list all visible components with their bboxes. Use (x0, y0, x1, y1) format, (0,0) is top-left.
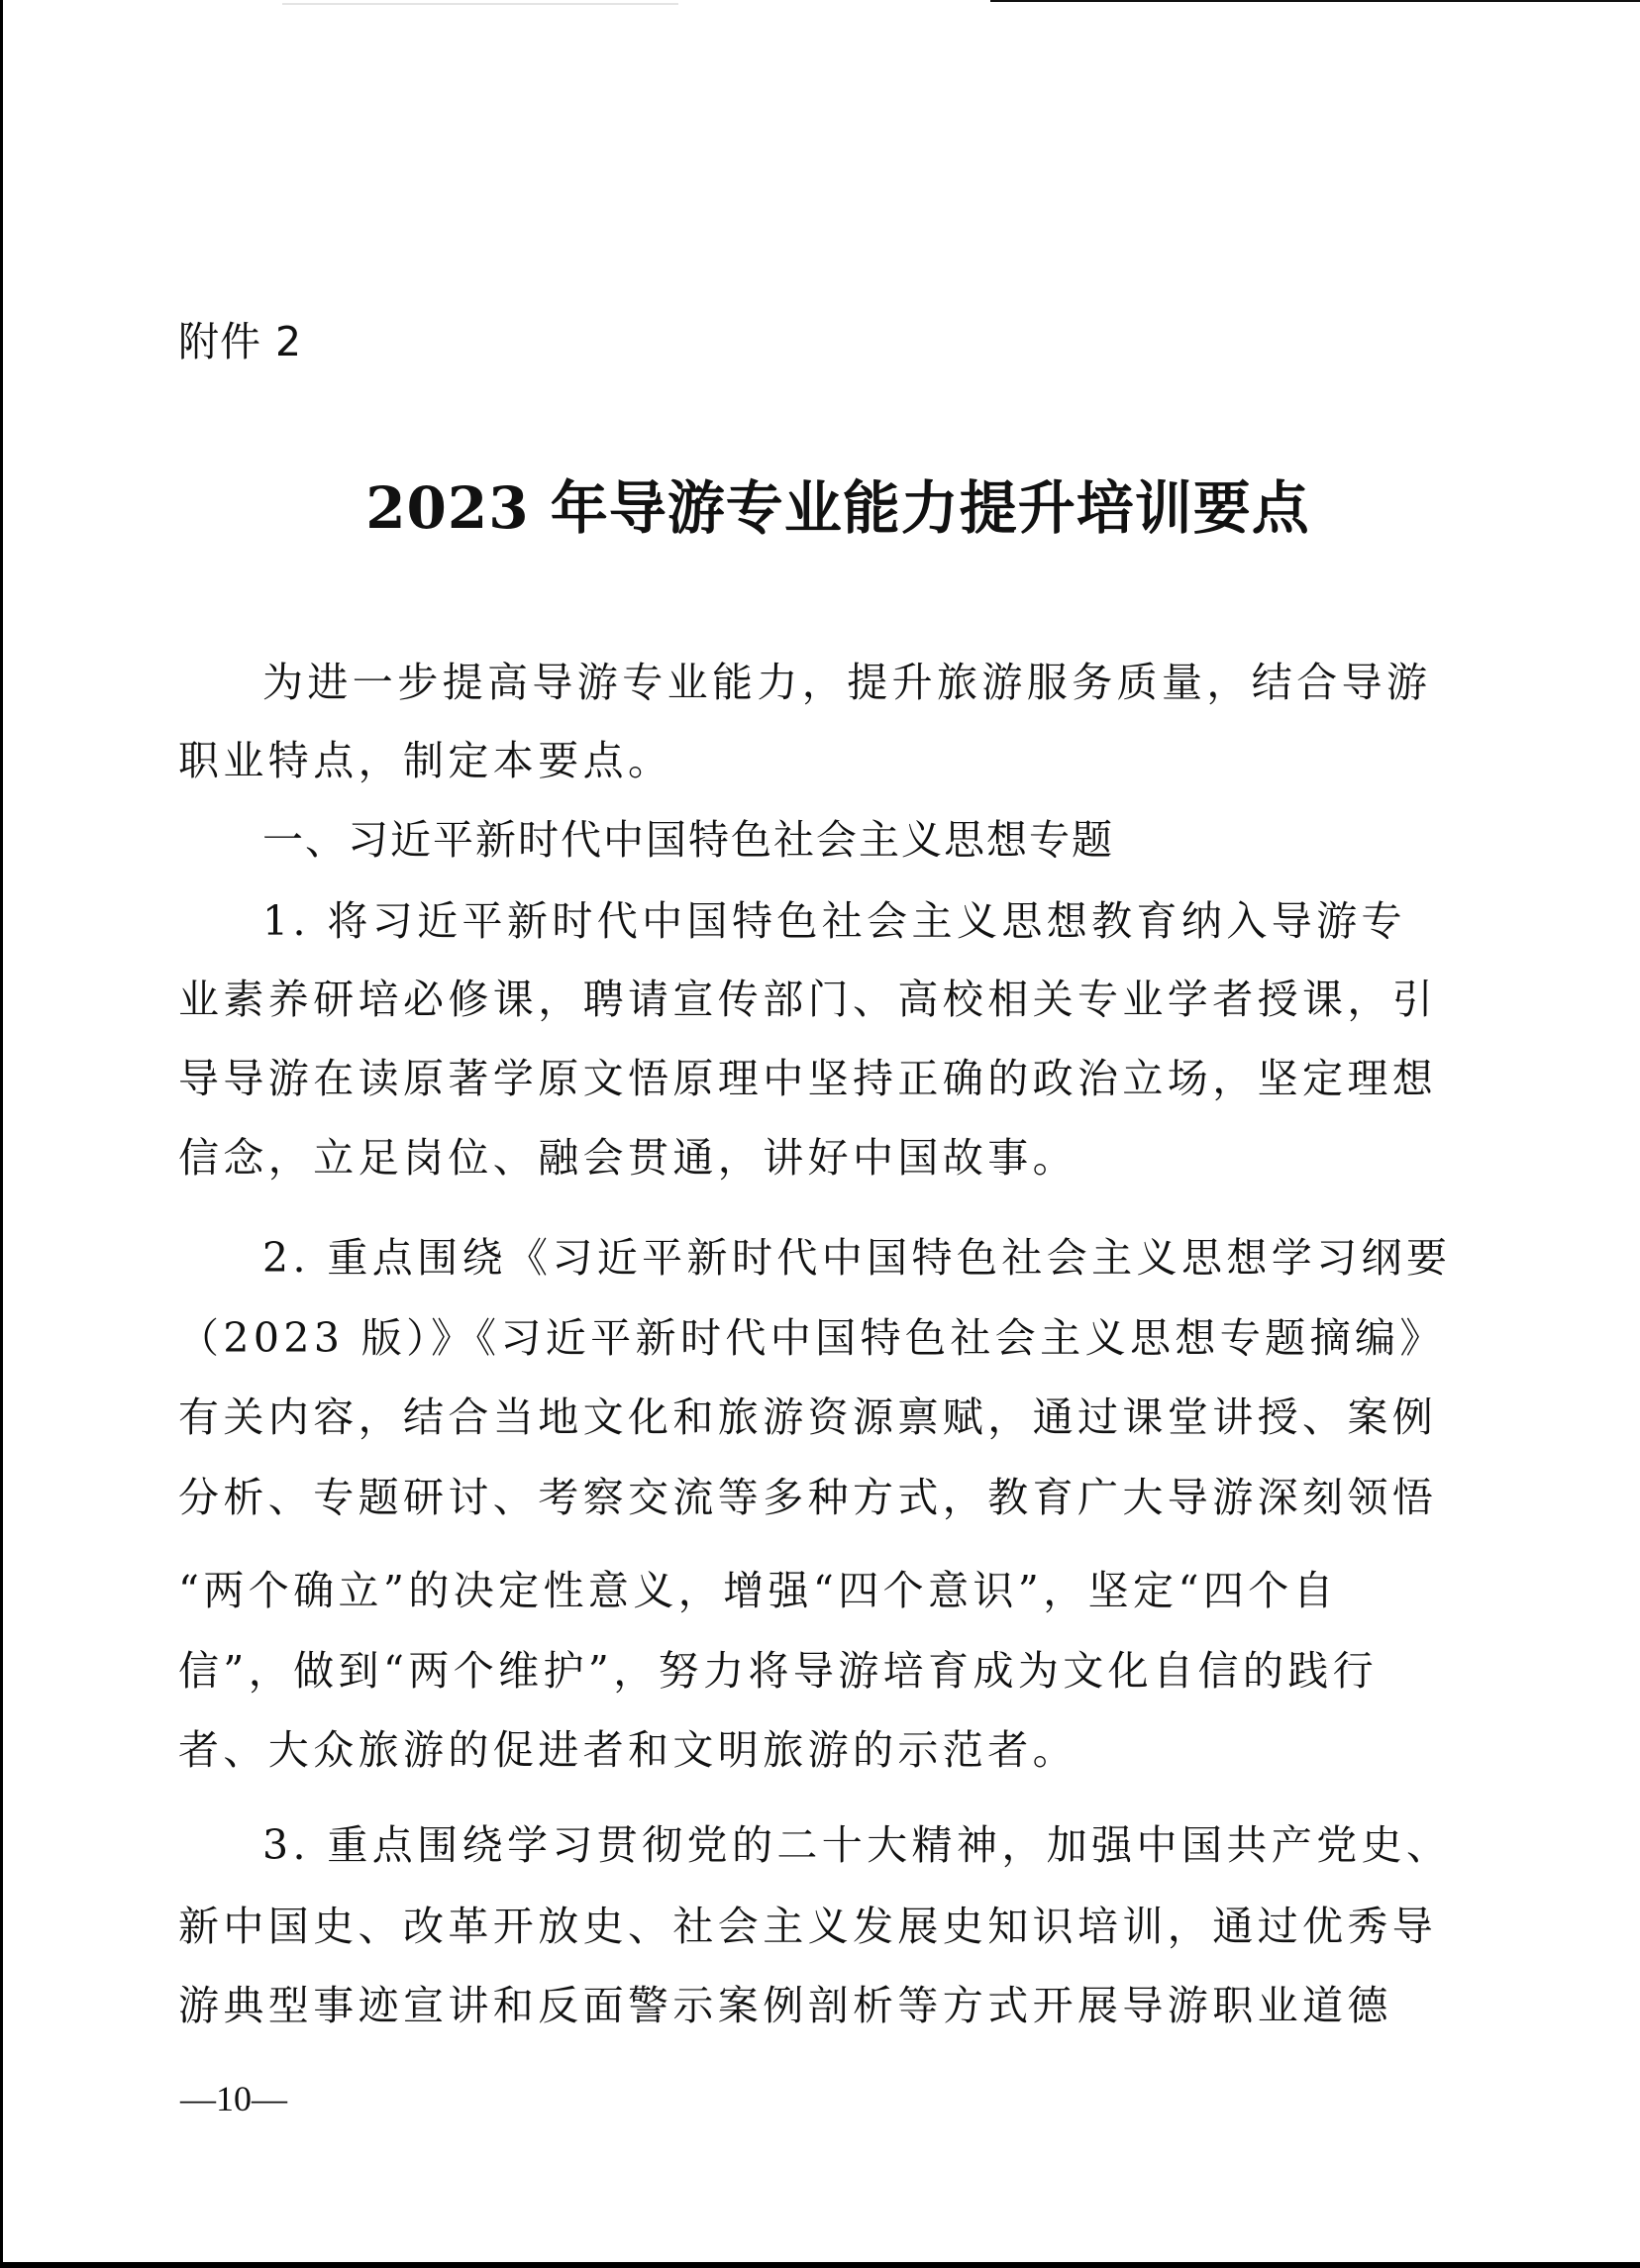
paragraph-line: 分析、专题研讨、考察交流等多种方式，教育广大导游深刻领悟 (178, 1474, 1438, 1521)
scan-border-top-faint (282, 3, 678, 5)
paragraph-line: 信念，立足岗位、融会贯通，讲好中国故事。 (178, 1134, 1077, 1182)
paragraph-line: 2. 重点围绕《习近平新时代中国特色社会主义思想学习纲要 (262, 1234, 1452, 1282)
page-number: —10— (180, 2079, 287, 2118)
document-title: 2023 年导游专业能力提升培训要点 (365, 474, 1310, 542)
paragraph-line: 新中国史、改革开放史、社会主义发展史知识培训，通过优秀导 (178, 1903, 1438, 1950)
scan-border-bottom (0, 2262, 1640, 2268)
paragraph-line: 3. 重点围绕学习贯彻党的二十大精神，加强中国共产党史、 (262, 1821, 1452, 1869)
paragraph-line: 业素养研培必修课，聘请宣传部门、高校相关专业学者授课，引 (178, 976, 1438, 1023)
attachment-label: 附件 2 (178, 318, 303, 365)
paragraph-line: 1. 将习近平新时代中国特色社会主义思想教育纳入导游专 (262, 897, 1406, 945)
paragraph-line: 职业特点，制定本要点。 (178, 737, 673, 784)
paragraph-line: 导导游在读原著学原文悟原理中坚持正确的政治立场，坚定理想 (178, 1055, 1438, 1102)
paragraph-line: 信”，做到“两个维护”，努力将导游培育成为文化自信的践行 (178, 1647, 1379, 1695)
paragraph-line: 游典型事迹宣讲和反面警示案例剖析等方式开展导游职业道德 (178, 1982, 1392, 2029)
paragraph-line: 者、大众旅游的促进者和文明旅游的示范者。 (178, 1726, 1077, 1774)
scan-border-top (990, 0, 1640, 2)
section-heading: 一、习近平新时代中国特色社会主义思想专题 (262, 816, 1114, 864)
paragraph-line: 为进一步提高导游专业能力，提升旅游服务质量，结合导游 (262, 659, 1432, 706)
paragraph-line: 有关内容，结合当地文化和旅游资源禀赋，通过课堂讲授、案例 (178, 1393, 1438, 1441)
paragraph-line: “两个确立”的决定性意义，增强“四个意识”，坚定“四个自 (178, 1567, 1338, 1614)
paragraph-line: （2023 版）》《习近平新时代中国特色社会主义思想专题摘编》 (178, 1314, 1445, 1362)
scan-border-left (0, 0, 3, 2268)
